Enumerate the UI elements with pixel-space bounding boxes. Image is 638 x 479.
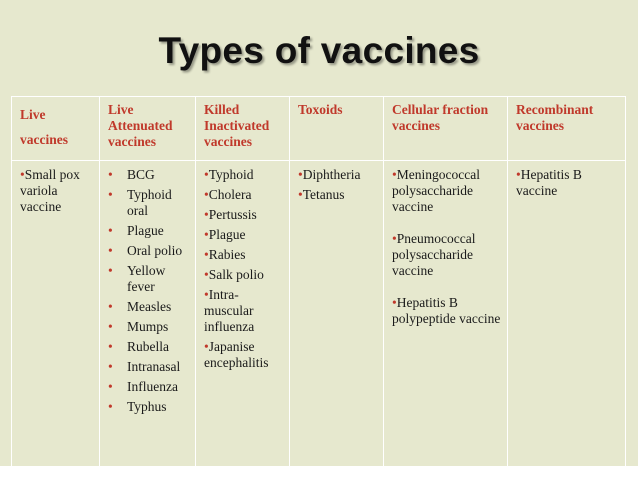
table-body-row	[12, 161, 626, 470]
cell-recombinant	[508, 161, 626, 470]
bullet-icon: •	[108, 319, 113, 334]
header-killed-inactivated: Killed Inactivated vaccines	[196, 97, 290, 161]
bullet-icon: •	[108, 223, 113, 238]
cell-killed-inactivated	[196, 161, 290, 470]
attenuated-item	[108, 319, 190, 335]
attenuated-item-text: BCG	[127, 167, 155, 182]
attenuated-item-text: Typhoid oral	[127, 187, 172, 218]
bullet-icon: •	[392, 167, 397, 182]
bullet-icon: •	[108, 359, 113, 374]
killed-item-text: Japanise encephalitis	[204, 339, 269, 370]
killed-item-text: Salk polio	[208, 267, 264, 282]
header-live-attenuated: Live Attenuated vaccines	[100, 97, 196, 161]
header-recombinant: Recombinant vaccines	[508, 97, 626, 161]
bullet-icon: •	[108, 167, 113, 182]
live-item-text: Small pox variola vaccine	[20, 167, 80, 214]
header-cellular-fraction: Cellular fraction vaccines	[384, 97, 508, 161]
header-live-line2: vaccines	[20, 132, 68, 147]
toxoids-item	[298, 187, 378, 203]
bullet-icon: •	[108, 243, 113, 258]
cell-cellular-fraction	[384, 161, 508, 470]
cell-live-vaccines	[12, 161, 100, 470]
slide-bottom-margin	[0, 466, 638, 479]
cellular-item-text: Hepatitis B polypeptide vaccine	[392, 295, 501, 326]
bullet-icon: •	[204, 227, 209, 242]
killed-item	[204, 187, 284, 203]
attenuated-item	[108, 187, 190, 219]
cell-toxoids	[290, 161, 384, 470]
attenuated-item-text: Yellow fever	[127, 263, 166, 294]
attenuated-item	[108, 299, 190, 315]
slide-title: Types of vaccines	[158, 30, 480, 71]
bullet-icon: •	[204, 247, 209, 262]
live-item	[20, 167, 94, 215]
killed-item	[204, 247, 284, 263]
bullet-icon: •	[516, 167, 521, 182]
toxoids-item-text: Diphtheria	[302, 167, 361, 182]
header-live-line1: Live	[20, 107, 46, 122]
killed-item-text: Pertussis	[208, 207, 257, 222]
cellular-item	[392, 231, 502, 279]
bullet-icon: •	[392, 295, 397, 310]
attenuated-item	[108, 399, 190, 415]
bullet-icon: •	[204, 267, 209, 282]
cellular-item-text: Meningococcal polysaccharide vaccine	[392, 167, 480, 214]
toxoids-item-text: Tetanus	[302, 187, 345, 202]
attenuated-item	[108, 167, 190, 183]
bullet-icon: •	[20, 167, 25, 182]
bullet-icon: •	[108, 379, 113, 394]
attenuated-item	[108, 263, 190, 295]
table-header-row	[12, 97, 626, 161]
toxoids-item	[298, 167, 378, 183]
bullet-icon: •	[392, 231, 397, 246]
bullet-icon: •	[204, 287, 209, 302]
bullet-icon: •	[204, 207, 209, 222]
bullet-icon: •	[108, 299, 113, 314]
killed-item	[204, 227, 284, 243]
bullet-icon: •	[204, 339, 209, 354]
bullet-icon: •	[298, 187, 303, 202]
attenuated-item	[108, 223, 190, 239]
killed-item-text: Typhoid	[208, 167, 254, 182]
attenuated-item-text: Plague	[127, 223, 164, 238]
attenuated-item-text: Rubella	[127, 339, 169, 354]
cell-live-attenuated	[100, 161, 196, 470]
killed-item-text: Intra-muscular influenza	[204, 287, 255, 334]
bullet-icon: •	[108, 339, 113, 354]
bullet-icon: •	[108, 263, 113, 278]
attenuated-item-text: Oral polio	[127, 243, 183, 258]
bullet-icon: •	[298, 167, 303, 182]
killed-item-text: Plague	[208, 227, 246, 242]
cellular-item-text: Pneumococcal polysaccharide vaccine	[392, 231, 476, 278]
bullet-icon: •	[108, 187, 113, 202]
recombinant-item	[516, 167, 620, 199]
attenuated-item	[108, 243, 190, 259]
bullet-icon: •	[204, 167, 209, 182]
recombinant-item-text: Hepatitis B vaccine	[516, 167, 582, 198]
header-toxoids: Toxoids	[290, 97, 384, 161]
vaccine-types-table	[11, 96, 626, 470]
attenuated-item	[108, 339, 190, 355]
attenuated-item	[108, 359, 190, 375]
killed-item-text: Rabies	[208, 247, 246, 262]
header-live-vaccines	[12, 97, 100, 161]
killed-item-text: Cholera	[208, 187, 252, 202]
attenuated-item-text: Influenza	[127, 379, 178, 394]
killed-item	[204, 167, 284, 183]
cellular-item	[392, 295, 502, 327]
cellular-item	[392, 167, 502, 215]
attenuated-item-text: Measles	[127, 299, 172, 314]
killed-item	[204, 339, 284, 371]
attenuated-item-text: Intranasal	[127, 359, 181, 374]
attenuated-item-text: Typhus	[127, 399, 167, 414]
bullet-icon: •	[204, 187, 209, 202]
killed-item	[204, 207, 284, 223]
bullet-icon: •	[108, 399, 113, 414]
attenuated-item-text: Mumps	[127, 319, 169, 334]
killed-item	[204, 267, 284, 283]
attenuated-item	[108, 379, 190, 395]
killed-item	[204, 287, 284, 335]
